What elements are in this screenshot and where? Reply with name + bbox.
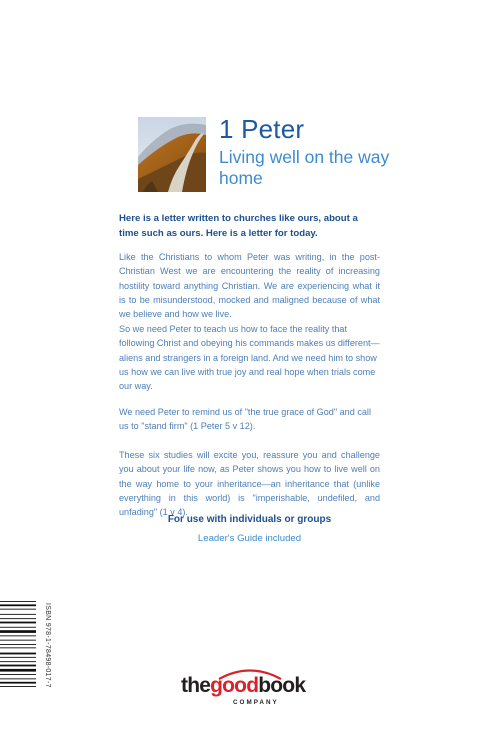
logo-book: book xyxy=(258,674,306,697)
blurb-paragraph-4: These six studies will excite you, reassure you and challenge you about your life now, as Peter shows you how to live well on the way home to your inheritance—an inheritance that (unlike everything in this world) is "imperishable, undefiled, and unfading" (1 v 4). xyxy=(119,450,380,518)
blurb-paragraph-1: Like the Christians to whom Peter was writing, in the post-Christian West we are encountering the reality of increasing hostility toward anything Christian. We are experiencing what it is to be misunderstood, mocked and maligned because of what we believe and how we live. xyxy=(119,252,380,320)
book-subtitle: Living well on the way home xyxy=(219,147,390,188)
logo-wordmark xyxy=(181,674,305,698)
logo-company: COMPANY xyxy=(233,699,279,706)
blurb-paragraph-2: So we need Peter to teach us how to face the reality that following Christ and obeying his commands makes us different—aliens and strangers in a foreign land. And we need him to show us how we can live with true joy and real hope when trials come our way. xyxy=(119,324,380,392)
isbn-number: ISBN 978-1-78498-017-7 xyxy=(44,603,51,688)
publisher-logo xyxy=(181,670,321,715)
cover-thumbnail-image xyxy=(138,117,206,192)
audience-note: For use with individuals or groups xyxy=(167,514,332,525)
logo-the: the xyxy=(181,674,211,697)
book-title: 1 Peter xyxy=(219,114,305,144)
blurb-lead: Here is a letter written to churches like ours, about a time such as ours. Here is a letter for today. xyxy=(119,213,358,239)
barcode xyxy=(0,600,40,706)
logo-good: good xyxy=(210,674,259,697)
blurb-paragraph-3: We need Peter to remind us of "the true grace of God" and call us to "stand firm" (1 Peter 5 v 12). xyxy=(119,407,371,432)
leaders-guide-note: Leader's Guide included xyxy=(197,533,302,544)
